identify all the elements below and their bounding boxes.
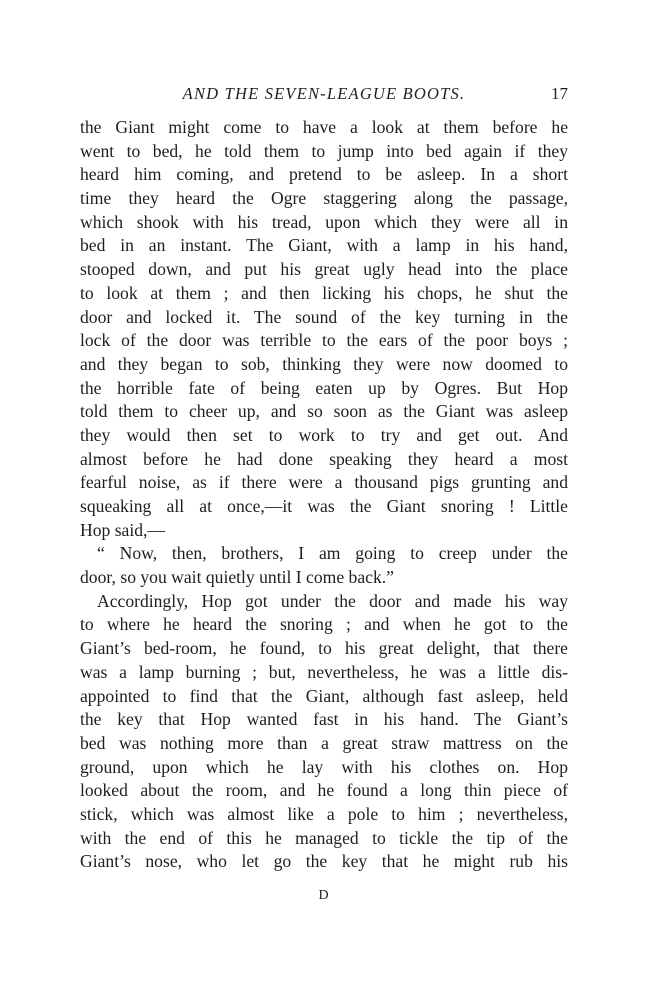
text-line: stick, which was almost like a pole to him ; nevertheless,	[80, 803, 568, 824]
text-line: was a lamp burning ; but, nevertheless, he was a little dis-	[80, 661, 568, 682]
text-line: appointed to find that the Giant, although fast asleep, held	[80, 685, 568, 706]
running-head	[80, 84, 568, 108]
text-line: “ Now, then, brothers, I am going to creep under the	[97, 543, 568, 564]
text-line: Giant’s bed-room, he found, to his great delight, that there	[80, 638, 568, 659]
text-line: lock of the door was terrible to the ears of the poor boys ;	[80, 330, 568, 351]
text-line: the key that Hop wanted fast in his hand. The Giant’s	[80, 709, 568, 730]
text-line: bed in an instant. The Giant, with a lamp in his hand,	[80, 235, 568, 256]
text-line: to look at them ; and then licking his chops, he shut the	[80, 282, 568, 303]
text-line: the Giant might come to have a look at them before he	[80, 117, 568, 137]
text-line: stooped down, and put his great ugly head into the place	[80, 259, 568, 280]
text-line: bed was nothing more than a great straw mattress on the	[80, 732, 568, 753]
body-text	[80, 116, 568, 874]
text-line: looked about the room, and he found a long thin piece of	[80, 780, 568, 801]
text-line: to where he heard the snoring ; and when he got to the	[80, 614, 568, 635]
text-line: ground, upon which he lay with his clothes on. Hop	[80, 756, 568, 777]
text-line: Accordingly, Hop got under the door and made his way	[97, 590, 568, 611]
text-line: fearful noise, as if there were a thousand pigs grunting and	[80, 472, 568, 493]
text-line: Hop said,—	[80, 519, 166, 540]
text-line: door, so you wait quietly until I come back.”	[80, 567, 394, 588]
page-number: 17	[551, 84, 568, 103]
text-line: which shook with his tread, upon which they were all in	[80, 211, 568, 232]
running-title: AND THE SEVEN-LEAGUE BOOTS.	[182, 84, 466, 103]
text-line: they would then set to work to try and get out. And	[80, 424, 568, 445]
text-line: door and locked it. The sound of the key turning in the	[80, 306, 568, 327]
text-line: told them to cheer up, and so soon as the Giant was asleep	[80, 401, 568, 422]
signature-mark: D	[318, 888, 330, 903]
text-line: time they heard the Ogre staggering along the passage,	[80, 188, 568, 209]
text-line: Giant’s nose, who let go the key that he might rub his	[80, 851, 568, 872]
text-line: almost before he had done speaking they heard a most	[80, 448, 568, 469]
text-line: and they began to sob, thinking they were now doomed to	[80, 353, 568, 374]
text-line: went to bed, he told them to jump into bed again if they	[80, 140, 568, 161]
text-line: with the end of this he managed to tickle the tip of the	[80, 827, 568, 848]
text-line: squeaking all at once,—it was the Giant snoring ! Little	[80, 496, 568, 516]
text-line: heard him coming, and pretend to be asleep. In a short	[80, 164, 568, 185]
text-line: the horrible fate of being eaten up by Ogres. But Hop	[80, 377, 568, 398]
